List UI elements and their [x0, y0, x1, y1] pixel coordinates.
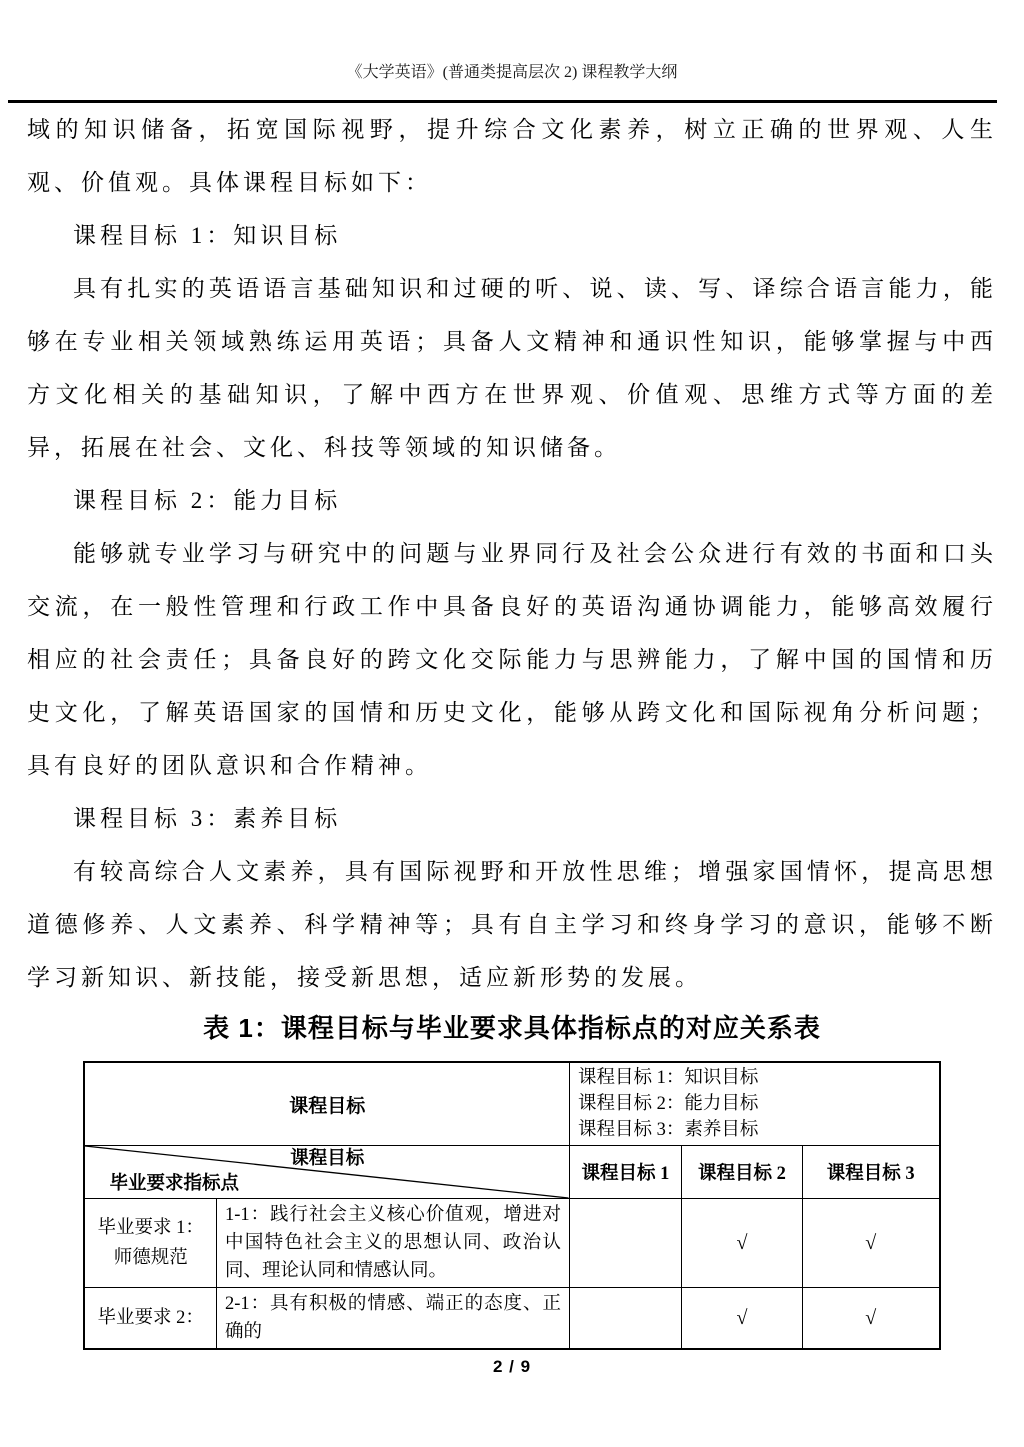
document-body [27, 103, 997, 1004]
goal1-heading: 课程目标 1：知识目标 [73, 223, 342, 248]
running-header [0, 0, 1024, 86]
body-paragraph: 具有扎实的英语语言基础知识和过硬的听、说、读、写、译综合语言能力，能够在专业相关领域熟练运用英语；具备人文精神和通识性知识，能够掌握与中西方文化相关的基础知识，了解中西方在世界观、价值观、思维方式等方面的差异，拓展在社会、文化、科技等领域的知识储备。 [27, 276, 997, 460]
diagonal-top-label: 课程目标 [290, 1149, 365, 1169]
table-row [84, 1146, 939, 1199]
indicator-cell: 2-1：具有积极的情感、端正的态度、正确的 [216, 1288, 569, 1350]
check-cell-goal-1 [569, 1199, 681, 1288]
diagonal-header-cell [84, 1146, 569, 1199]
page-header-title: 《大学英语》(普通类提高层次 2) 课程教学大纲 [346, 64, 678, 81]
requirement-label: 毕业要求 2： [97, 1308, 204, 1328]
page-number: 2 / 9 [492, 1357, 532, 1376]
requirement-sublabel: 师德规范 [113, 1248, 188, 1268]
check-cell-goal-3: √ [802, 1199, 939, 1288]
diagonal-bottom-label: 毕业要求指标点 [109, 1174, 239, 1194]
goal-requirement-matrix-table [83, 1061, 940, 1350]
check-cell-goal-1 [569, 1288, 681, 1350]
table-title: 表 1：课程目标与毕业要求具体指标点的对应关系表 [203, 1013, 821, 1043]
goal-list-cell [569, 1062, 939, 1146]
goal2-heading: 课程目标 2：能力目标 [73, 488, 342, 513]
indicator-cell: 1-1：践行社会主义核心价值观，增进对中国特色社会主义的思想认同、政治认同、理论认同和情感认同。 [216, 1199, 569, 1288]
body-paragraph: 有较高综合人文素养，具有国际视野和开放性思维；增强家国情怀，提高思想道德修养、人文素养、科学精神等；具有自主学习和终身学习的意识，能够不断学习新知识、新技能，接受新思想，适应新形势的发展。 [27, 859, 997, 990]
body-paragraph: 域的知识储备，拓宽国际视野，提升综合文化素养，树立正确的世界观、人生观、价值观。具体课程目标如下： [27, 117, 997, 195]
col-header-goal-1: 课程目标 1 [569, 1146, 681, 1199]
col-header-goal-3: 课程目标 3 [802, 1146, 939, 1199]
body-paragraph: 能够就专业学习与研究中的问题与业界同行及社会公众进行有效的书面和口头交流，在一般性管理和行政工作中具备良好的英语沟通协调能力，能够高效履行相应的社会责任；具备良好的跨文化交际能力与思辨能力，了解中国的国情和历史文化，了解英语国家的国情和历史文化，能够从跨文化和国际视角分析问题；具有良好的团队意识和合作精神。 [27, 541, 997, 778]
requirement-cell [84, 1199, 216, 1288]
check-cell-goal-2: √ [681, 1199, 802, 1288]
goal3-heading: 课程目标 3：素养目标 [73, 806, 342, 831]
requirement-cell [84, 1288, 216, 1350]
table-row [84, 1288, 939, 1350]
check-cell-goal-3: √ [802, 1288, 939, 1350]
goal-list-line: 课程目标 3：素养目标 [577, 1120, 759, 1140]
check-cell-goal-2: √ [681, 1288, 802, 1350]
goal-list-line: 课程目标 1：知识目标 [577, 1068, 759, 1088]
goal-list-line: 课程目标 2：能力目标 [577, 1094, 759, 1114]
table-row [84, 1199, 939, 1288]
requirement-label: 毕业要求 1： [97, 1218, 204, 1238]
table-row [84, 1062, 939, 1146]
merged-course-goal-header-cell: 课程目标 [84, 1062, 569, 1146]
col-header-goal-2: 课程目标 2 [681, 1146, 802, 1199]
